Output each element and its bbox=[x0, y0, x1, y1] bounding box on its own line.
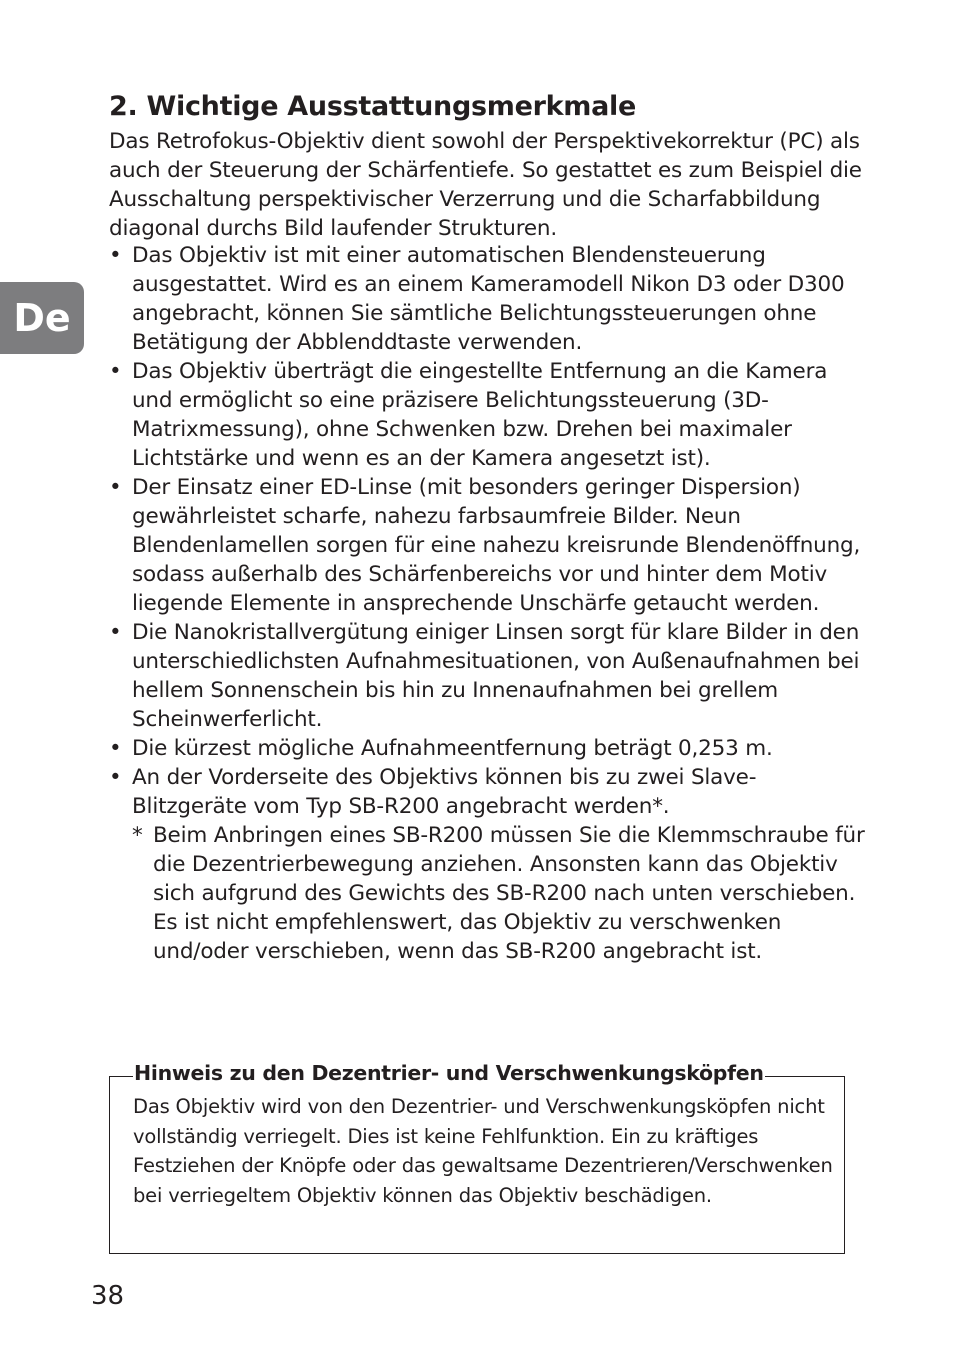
feature-list bbox=[109, 241, 869, 966]
bullet-marker: • bbox=[109, 736, 122, 761]
feature-text: An der Vorderseite des Objektivs können bis zu zwei Slave-Blitzgeräte vom Typ SB-R200 angebracht werden*. bbox=[132, 765, 757, 819]
feature-item bbox=[109, 734, 869, 763]
bullet-marker: • bbox=[109, 243, 122, 268]
intro-paragraph: Das Retrofokus-Objektiv dient sowohl der Perspektivekorrektur (PC) als auch der Steuerung der Schärfentiefe. So gestattet es zum Beispiel die Ausschaltung perspektivischer Verzerrung und die Scharfabbildung diagonal durchs Bild laufender Strukturen. bbox=[109, 129, 862, 241]
feature-text: Das Objektiv überträgt die eingestellte Entfernung an die Kamera und ermöglicht so eine präzisere Belichtungssteuerung (3D-Matrixmessung), ohne Schwenken bzw. Drehen bei maximaler Lichtstärke und wenn es an der Kamera angesetzt ist). bbox=[132, 359, 828, 471]
page-number: 38 bbox=[91, 1281, 125, 1311]
bullet-marker: • bbox=[109, 620, 122, 645]
footnote-text: Beim Anbringen eines SB-R200 müssen Sie die Klemmschraube für die Dezentrierbewegung anziehen. Ansonsten kann das Objektiv sich aufgrund des Gewichts des SB-R200 nach unten verschieben. Es ist nicht empfehlenswert, das Objektiv zu verschwenken und/oder verschieben, wenn das SB-R200 angebracht ist. bbox=[153, 823, 865, 964]
note-title: Hinweis zu den Dezentrier- und Verschwenkungsköpfen bbox=[133, 1058, 765, 1088]
feature-item bbox=[109, 241, 869, 357]
section-heading: 2. Wichtige Ausstattungsmerkmale bbox=[109, 91, 636, 122]
note-text: Das Objektiv wird von den Dezentrier- und Verschwenkungsköpfen nicht vollständig verriegelt. Dies ist keine Fehlfunktion. Ein zu kräftiges Festziehen der Knöpfe oder das gewaltsame Dezentrieren/Verschwenken bei verriegeltem Objektiv können das Objektiv beschädigen. bbox=[133, 1095, 833, 1207]
language-tab-label: De bbox=[13, 296, 71, 340]
feature-item bbox=[109, 473, 869, 618]
feature-text: Der Einsatz einer ED-Linse (mit besonders geringer Dispersion) gewährleistet scharfe, nahezu farbsaumfreie Bilder. Neun Blendenlamellen sorgen für eine nahezu kreisrunde Blendenöffnung, sodass außerhalb des Schärfenbereichs vor und hinter dem Motiv liegende Elemente in ansprechende Unschärfe getaucht werden. bbox=[132, 475, 861, 616]
feature-item bbox=[109, 618, 869, 734]
bullet-marker: • bbox=[109, 475, 122, 500]
feature-text: Das Objektiv ist mit einer automatischen Blendensteuerung ausgestattet. Wird es an einem Kameramodell Nikon D3 oder D300 angebracht, können Sie sämtliche Belichtungssteuerungen ohne Betätigung der Abblenddtaste verwenden. bbox=[132, 243, 845, 355]
footnote bbox=[132, 821, 869, 966]
feature-item bbox=[109, 357, 869, 473]
bullet-marker: • bbox=[109, 765, 122, 790]
bullet-marker: • bbox=[109, 359, 122, 384]
feature-text: Die Nanokristallvergütung einiger Linsen sorgt für klare Bilder in den unterschiedlichsten Aufnahmesituationen, von Außenaufnahmen bei hellem Sonnenschein bis hin zu Innenaufnahmen bei grellem Scheinwerferlicht. bbox=[132, 620, 860, 732]
footnote-marker: * bbox=[132, 823, 143, 848]
language-tab-de bbox=[0, 282, 84, 354]
feature-item bbox=[109, 763, 869, 966]
feature-text: Die kürzest mögliche Aufnahmeentfernung beträgt 0,253 m. bbox=[132, 736, 773, 761]
